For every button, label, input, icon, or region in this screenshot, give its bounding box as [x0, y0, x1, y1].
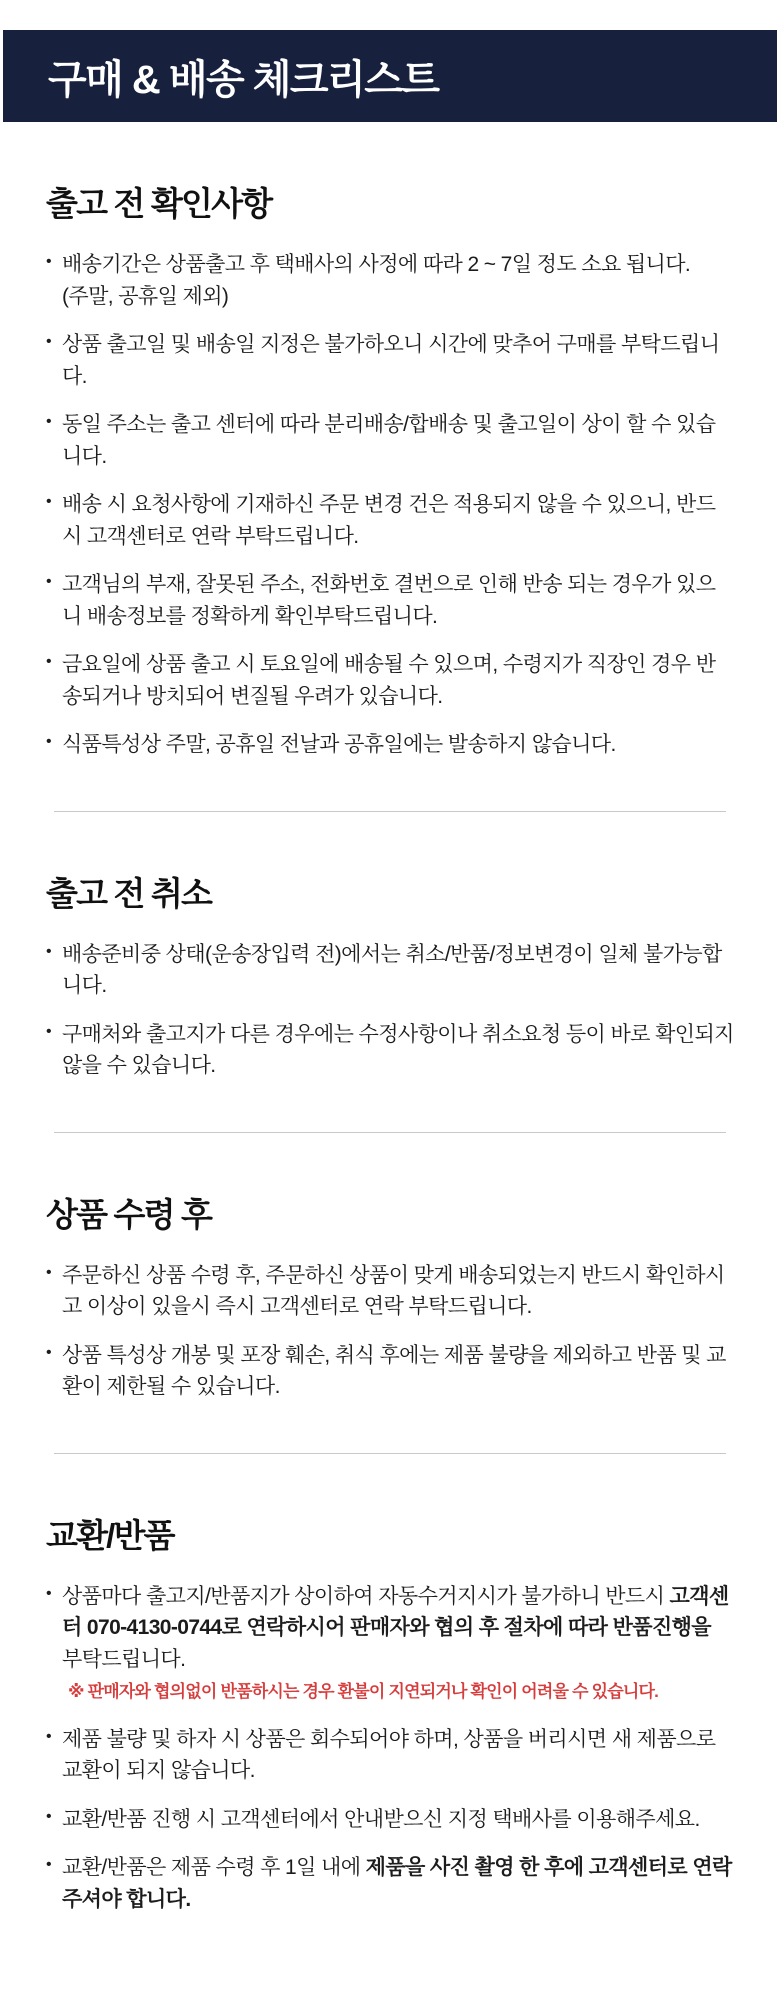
page-title: 구매 & 배송 체크리스트 — [48, 57, 439, 102]
bullet-text: 부탁드립니다. — [62, 1647, 186, 1671]
bullet-text: 제품 불량 및 하자 시 상품은 회수되어야 하며, 상품을 버리시면 새 제품으로 교환이 되지 않습니다. — [62, 1727, 716, 1782]
bullet-text: 동일 주소는 출고 센터에 따라 분리배송/합배송 및 출고일이 상이 할 수 있습니다. — [62, 413, 716, 468]
bullet-list — [46, 939, 734, 1082]
list-item — [46, 729, 734, 761]
bullet-dot-icon: • — [46, 1727, 52, 1745]
bullet-text: 배송기간은 상품출고 후 택배사의 사정에 따라 2 ~ 7일 정도 소요 됩니다. — [62, 253, 691, 276]
list-item — [46, 1260, 734, 1323]
section-divider — [54, 1453, 726, 1454]
bullet-subtext: (주말, 공휴일 제외) — [62, 284, 229, 308]
list-item — [46, 1852, 734, 1915]
bullet-dot-icon: • — [46, 1807, 52, 1825]
list-item — [46, 489, 734, 552]
section-divider — [54, 811, 726, 812]
section-exchange-return — [46, 1510, 734, 1916]
bullet-list — [46, 1260, 734, 1403]
bullet-text: 상품마다 출고지/반품지가 상이하여 자동수거지시가 불가하니 반드시 — [62, 1584, 670, 1608]
bullet-text: 금요일에 상품 출고 시 토요일에 배송될 수 있으며, 수령지가 직장인 경우 반송되거나 방치되어 변질될 우려가 있습니다. — [62, 653, 716, 708]
bullet-text: 교환/반품 진행 시 고객센터에서 안내받으신 지정 택배사를 이용해주세요. — [62, 1807, 700, 1831]
bullet-text: 식품특성상 주말, 공휴일 전날과 공휴일에는 발송하지 않습니다. — [62, 733, 616, 756]
checklist-content — [0, 178, 780, 2012]
list-item — [46, 939, 734, 1002]
bullet-text: 주문하신 상품 수령 후, 주문하신 상품이 맞게 배송되었는지 반드시 확인하시고 이상이 있을시 즉시 고객센터로 연락 부탁드립니다. — [62, 1263, 725, 1318]
bullet-dot-icon: • — [46, 573, 52, 590]
bullet-text-bold: 고객센터 070-4130-0744로 연락하시어 판매자와 협의 후 절차에 따라 반품진행을 — [62, 1584, 729, 1639]
bullet-dot-icon: • — [46, 493, 52, 510]
list-item — [46, 329, 734, 392]
section-divider — [54, 1132, 726, 1133]
section-cancel-before-shipping — [46, 868, 734, 1082]
bullet-text: 상품 출고일 및 배송일 지정은 불가하오니 시간에 맞추어 구매를 부탁드립니다. — [62, 333, 720, 388]
list-item — [46, 1724, 734, 1787]
section-title: 출고 전 취소 — [46, 874, 212, 912]
bottom-whitespace — [46, 1932, 734, 2012]
list-item — [46, 569, 734, 632]
bullet-dot-icon: • — [46, 653, 52, 670]
bullet-dot-icon: • — [46, 333, 52, 350]
list-item — [46, 1804, 734, 1836]
bullet-text: 고객님의 부재, 잘못된 주소, 전화번호 결번으로 인해 반송 되는 경우가 있으니 배송정보를 정확하게 확인부탁드립니다. — [62, 573, 716, 628]
bullet-dot-icon: • — [46, 1263, 52, 1281]
bullet-text-bold: 제품을 사진 촬영 한 후에 고객센터로 연락주셔야 합니다. — [62, 1856, 732, 1911]
bullet-dot-icon: • — [46, 733, 52, 750]
section-before-shipping-checks — [46, 178, 734, 761]
bullet-text: 교환/반품은 제품 수령 후 1일 내에 — [62, 1856, 366, 1879]
bullet-dot-icon: • — [46, 942, 52, 960]
bullet-dot-icon: • — [46, 1584, 52, 1602]
list-item — [46, 1340, 734, 1403]
bullet-dot-icon: • — [46, 253, 52, 270]
bullet-dot-icon: • — [46, 1856, 52, 1873]
bullet-dot-icon: • — [46, 1022, 52, 1040]
bullet-text: 구매처와 출고지가 다른 경우에는 수정사항이나 취소요청 등이 바로 확인되지 않을 수 있습니다. — [62, 1022, 734, 1077]
section-title: 출고 전 확인사항 — [46, 185, 272, 222]
list-item — [46, 249, 734, 312]
list-item — [46, 1019, 734, 1082]
bullet-text: 상품 특성상 개봉 및 포장 훼손, 취식 후에는 제품 불량을 제외하고 반품 및 교환이 제한될 수 있습니다. — [62, 1343, 726, 1398]
bullet-text: 배송준비중 상태(운송장입력 전)에서는 취소/반품/정보변경이 일체 불가능합니다. — [62, 942, 722, 997]
section-title: 교환/반품 — [46, 1516, 174, 1554]
bullet-dot-icon: • — [46, 1343, 52, 1361]
bullet-list — [46, 249, 734, 761]
section-title: 상품 수령 후 — [46, 1195, 212, 1233]
bullet-text: 배송 시 요청사항에 기재하신 주문 변경 건은 적용되지 않을 수 있으니, 반드시 고객센터로 연락 부탁드립니다. — [62, 493, 716, 548]
page-header — [3, 30, 777, 122]
red-warning-note: ※ 판매자와 협의없이 반품하시는 경우 환불이 지연되거나 확인이 어려울 수 있습니다. — [68, 1682, 659, 1701]
list-item — [46, 649, 734, 712]
section-after-receipt — [46, 1189, 734, 1403]
bullet-list — [46, 1581, 734, 1916]
bullet-dot-icon: • — [46, 413, 52, 430]
list-item — [46, 1581, 734, 1707]
list-item — [46, 409, 734, 472]
